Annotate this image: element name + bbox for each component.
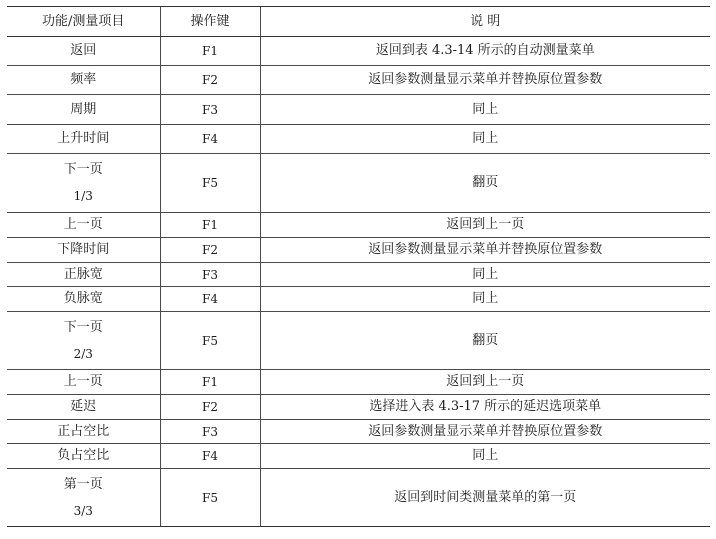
table-row	[7, 37, 710, 66]
function-cell: 负脉宽	[7, 287, 160, 312]
key-cell: F4	[160, 287, 260, 312]
description-cell: 返回到上一页	[260, 370, 710, 395]
function-cell	[7, 154, 160, 213]
key-cell: F1	[160, 213, 260, 238]
description-cell: 返回到表 4.3-14 所示的自动测量菜单	[260, 37, 710, 66]
table-row	[7, 238, 710, 263]
table-row	[7, 263, 710, 287]
function-cell: 负占空比	[7, 444, 160, 469]
page-indicator: 3/3	[73, 503, 93, 518]
function-label: 第一页	[63, 476, 103, 492]
description-cell: 返回参数测量显示菜单并替换原位置参数	[260, 238, 710, 263]
function-cell: 下降时间	[7, 238, 160, 263]
function-cell: 上一页	[7, 370, 160, 395]
key-cell: F1	[160, 370, 260, 395]
function-cell: 上一页	[7, 213, 160, 238]
key-cell: F2	[160, 238, 260, 263]
function-key-table	[7, 6, 710, 527]
key-cell: F3	[160, 420, 260, 444]
description-cell: 同上	[260, 444, 710, 469]
key-cell: F2	[160, 395, 260, 420]
function-cell: 正脉宽	[7, 263, 160, 287]
key-cell: F5	[160, 154, 260, 213]
description-cell: 返回到时间类测量菜单的第一页	[260, 469, 710, 527]
header-function: 功能/测量项目	[7, 7, 160, 37]
description-cell: 返回参数测量显示菜单并替换原位置参数	[260, 66, 710, 95]
table-row	[7, 66, 710, 95]
function-cell: 周期	[7, 95, 160, 125]
description-cell: 翻页	[260, 154, 710, 213]
function-cell: 正占空比	[7, 420, 160, 444]
key-cell: F3	[160, 263, 260, 287]
description-cell: 同上	[260, 95, 710, 125]
table-row	[7, 125, 710, 154]
key-cell: F5	[160, 312, 260, 370]
description-cell: 返回到上一页	[260, 213, 710, 238]
key-cell: F4	[160, 444, 260, 469]
table-row	[7, 312, 710, 370]
description-cell: 同上	[260, 263, 710, 287]
function-cell: 频率	[7, 66, 160, 95]
page-indicator: 2/3	[73, 346, 93, 361]
table-row	[7, 469, 710, 527]
function-label: 下一页	[63, 162, 103, 177]
table-row	[7, 370, 710, 395]
table-row	[7, 420, 710, 444]
function-cell: 延迟	[7, 395, 160, 420]
page-indicator: 1/3	[73, 189, 93, 203]
table-header-row	[7, 7, 710, 37]
function-cell	[7, 312, 160, 370]
key-cell: F5	[160, 469, 260, 527]
table-row	[7, 395, 710, 420]
description-cell: 返回参数测量显示菜单并替换原位置参数	[260, 420, 710, 444]
key-cell: F4	[160, 125, 260, 154]
table-row	[7, 444, 710, 469]
key-cell: F3	[160, 95, 260, 125]
description-cell: 选择进入表 4.3-17 所示的延迟选项菜单	[260, 395, 710, 420]
header-description: 说 明	[260, 7, 710, 37]
function-cell: 返回	[7, 37, 160, 66]
table-row	[7, 95, 710, 125]
function-cell: 上升时间	[7, 125, 160, 154]
description-cell: 同上	[260, 125, 710, 154]
description-cell: 翻页	[260, 312, 710, 370]
key-cell: F2	[160, 66, 260, 95]
function-label: 下一页	[63, 319, 103, 335]
table-row	[7, 213, 710, 238]
table-row	[7, 154, 710, 213]
function-cell	[7, 469, 160, 527]
header-key: 操作键	[160, 7, 260, 37]
description-cell: 同上	[260, 287, 710, 312]
key-cell: F1	[160, 37, 260, 66]
table-row	[7, 287, 710, 312]
